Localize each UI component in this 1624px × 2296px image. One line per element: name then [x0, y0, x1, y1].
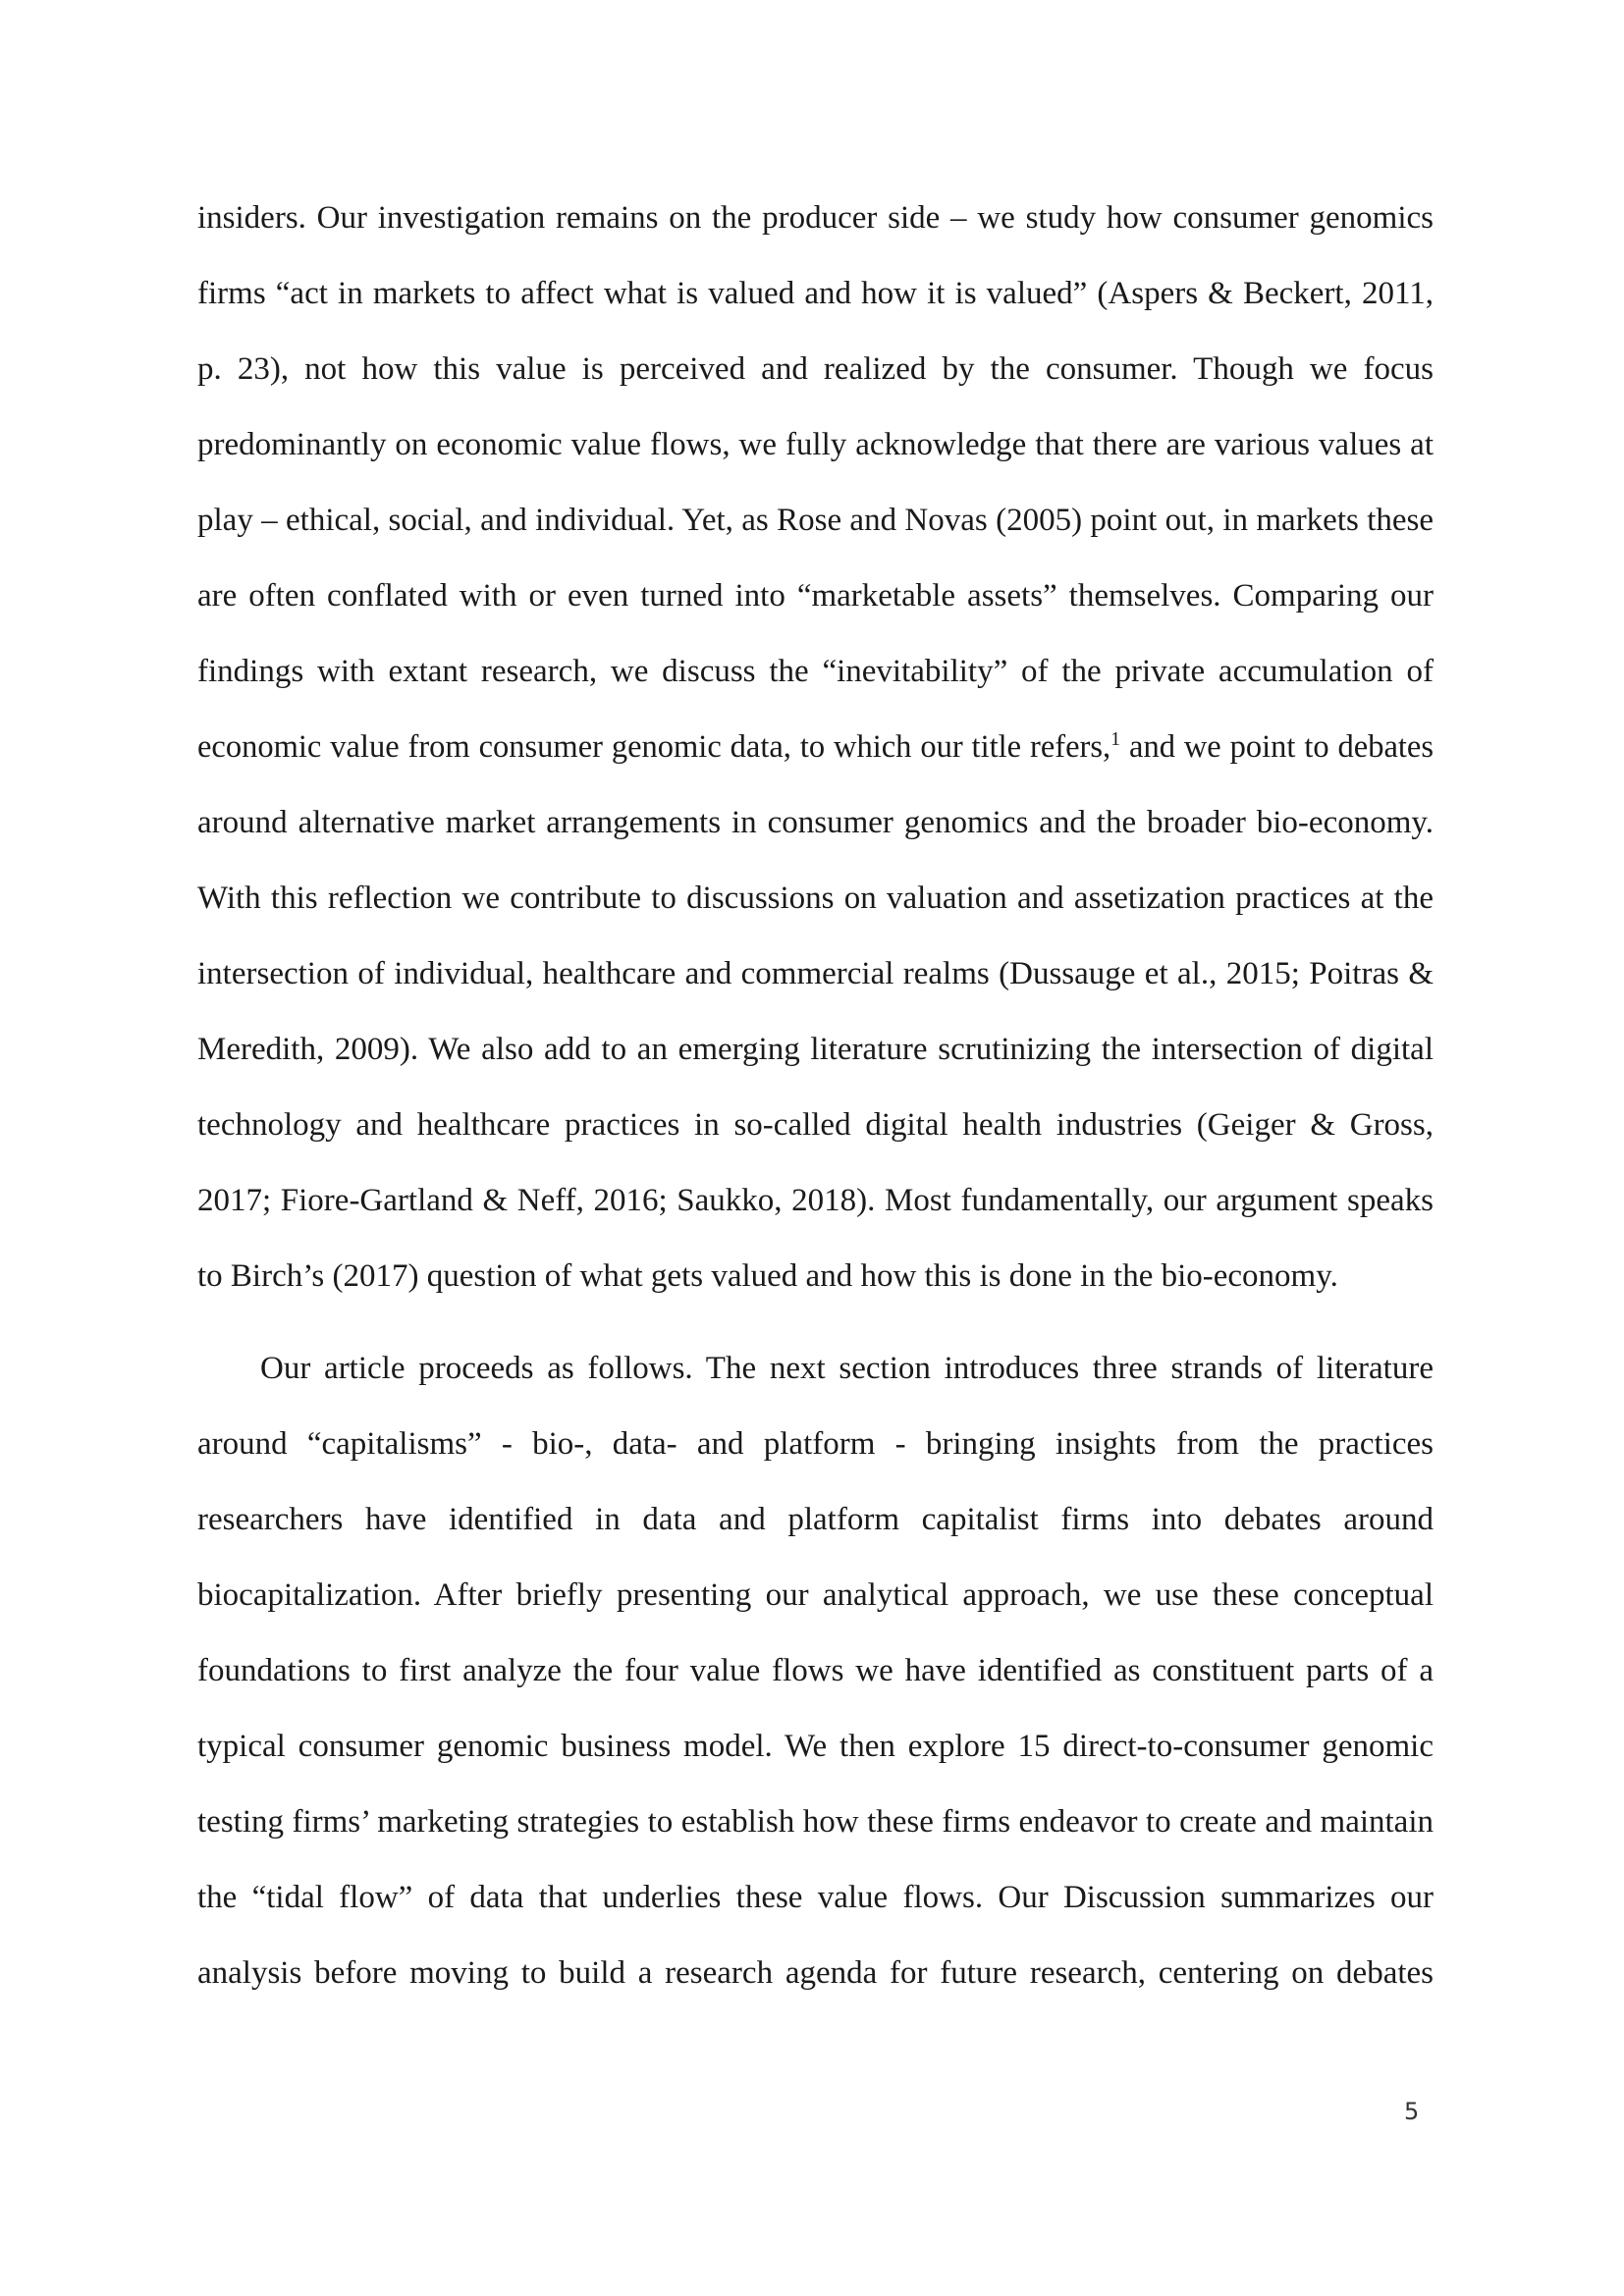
text-line: are often conflated with or even turned into “marketable assets” themselves. Comparing our — [197, 578, 1434, 614]
text-line: Meredith, 2009). We also add to an emerging literature scrutinizing the intersection of digital — [197, 1032, 1434, 1067]
text-line: 2017; Fiore-Gartland & Neff, 2016; Saukko, 2018). Most fundamentally, our argument speaks — [197, 1183, 1434, 1218]
text-line-end: and we point to debates — [1120, 729, 1434, 765]
text-line: p. 23), not how this value is perceived and realized by the consumer. Though we focus — [197, 351, 1434, 387]
text-line: typical consumer genomic business model. We then explore 15 direct-to-consumer genomic — [197, 1729, 1434, 1764]
text-line: biocapitalization. After briefly presenting our analytical approach, we use these conceptual — [197, 1577, 1434, 1613]
text-line: insiders. Our investigation remains on the producer side – we study how consumer genomics — [197, 200, 1434, 236]
text-line: analysis before moving to build a research agenda for future research, centering on debates — [197, 1955, 1434, 1991]
text-line: testing firms’ marketing strategies to establish how these firms endeavor to create and maintain — [197, 1804, 1434, 1840]
text-line: Our article proceeds as follows. The next section introduces three strands of literature — [260, 1351, 1434, 1386]
text-line: technology and healthcare practices in so-called digital health industries (Geiger & Gross, — [197, 1107, 1434, 1143]
text-line: the “tidal flow” of data that underlies these value flows. Our Discussion summarizes our — [197, 1880, 1434, 1915]
text-line-with-footnote — [197, 721, 1434, 796]
paragraph-2 — [197, 1342, 1434, 2022]
footnote-reference[interactable]: 1 — [1110, 728, 1121, 750]
text-line: findings with extant research, we discuss the “inevitability” of the private accumulation of — [197, 654, 1434, 689]
text-line: to Birch’s (2017) question of what gets valued and how this is done in the bio-economy. — [197, 1258, 1338, 1294]
text-line-start: economic value from consumer genomic data, to which our title refers, — [197, 729, 1111, 765]
text-line: firms “act in markets to affect what is valued and how it is valued” (Aspers & Beckert, 2011, — [197, 276, 1434, 311]
text-line: foundations to first analyze the four value flows we have identified as constituent parts of a — [197, 1653, 1434, 1688]
text-line: With this reflection we contribute to discussions on valuation and assetization practices at the — [197, 881, 1434, 916]
paragraph-spacing — [197, 1325, 1434, 1342]
page-number: 5 — [1404, 2098, 1420, 2125]
text-line: around “capitalisms” - bio-, data- and platform - bringing insights from the practices — [197, 1426, 1434, 1462]
text-line: researchers have identified in data and platform capitalist firms into debates around — [197, 1502, 1434, 1537]
text-line: around alternative market arrangements in consumer genomics and the broader bio-economy. — [197, 805, 1434, 840]
paragraph-1 — [197, 191, 1434, 1325]
text-line: intersection of individual, healthcare and commercial realms (Dussauge et al., 2015; Poitras & — [197, 956, 1434, 991]
manuscript-body — [197, 191, 1434, 2022]
text-line: predominantly on economic value flows, we fully acknowledge that there are various values at — [197, 427, 1434, 462]
text-line: play – ethical, social, and individual. Yet, as Rose and Novas (2005) point out, in markets these — [197, 503, 1434, 538]
